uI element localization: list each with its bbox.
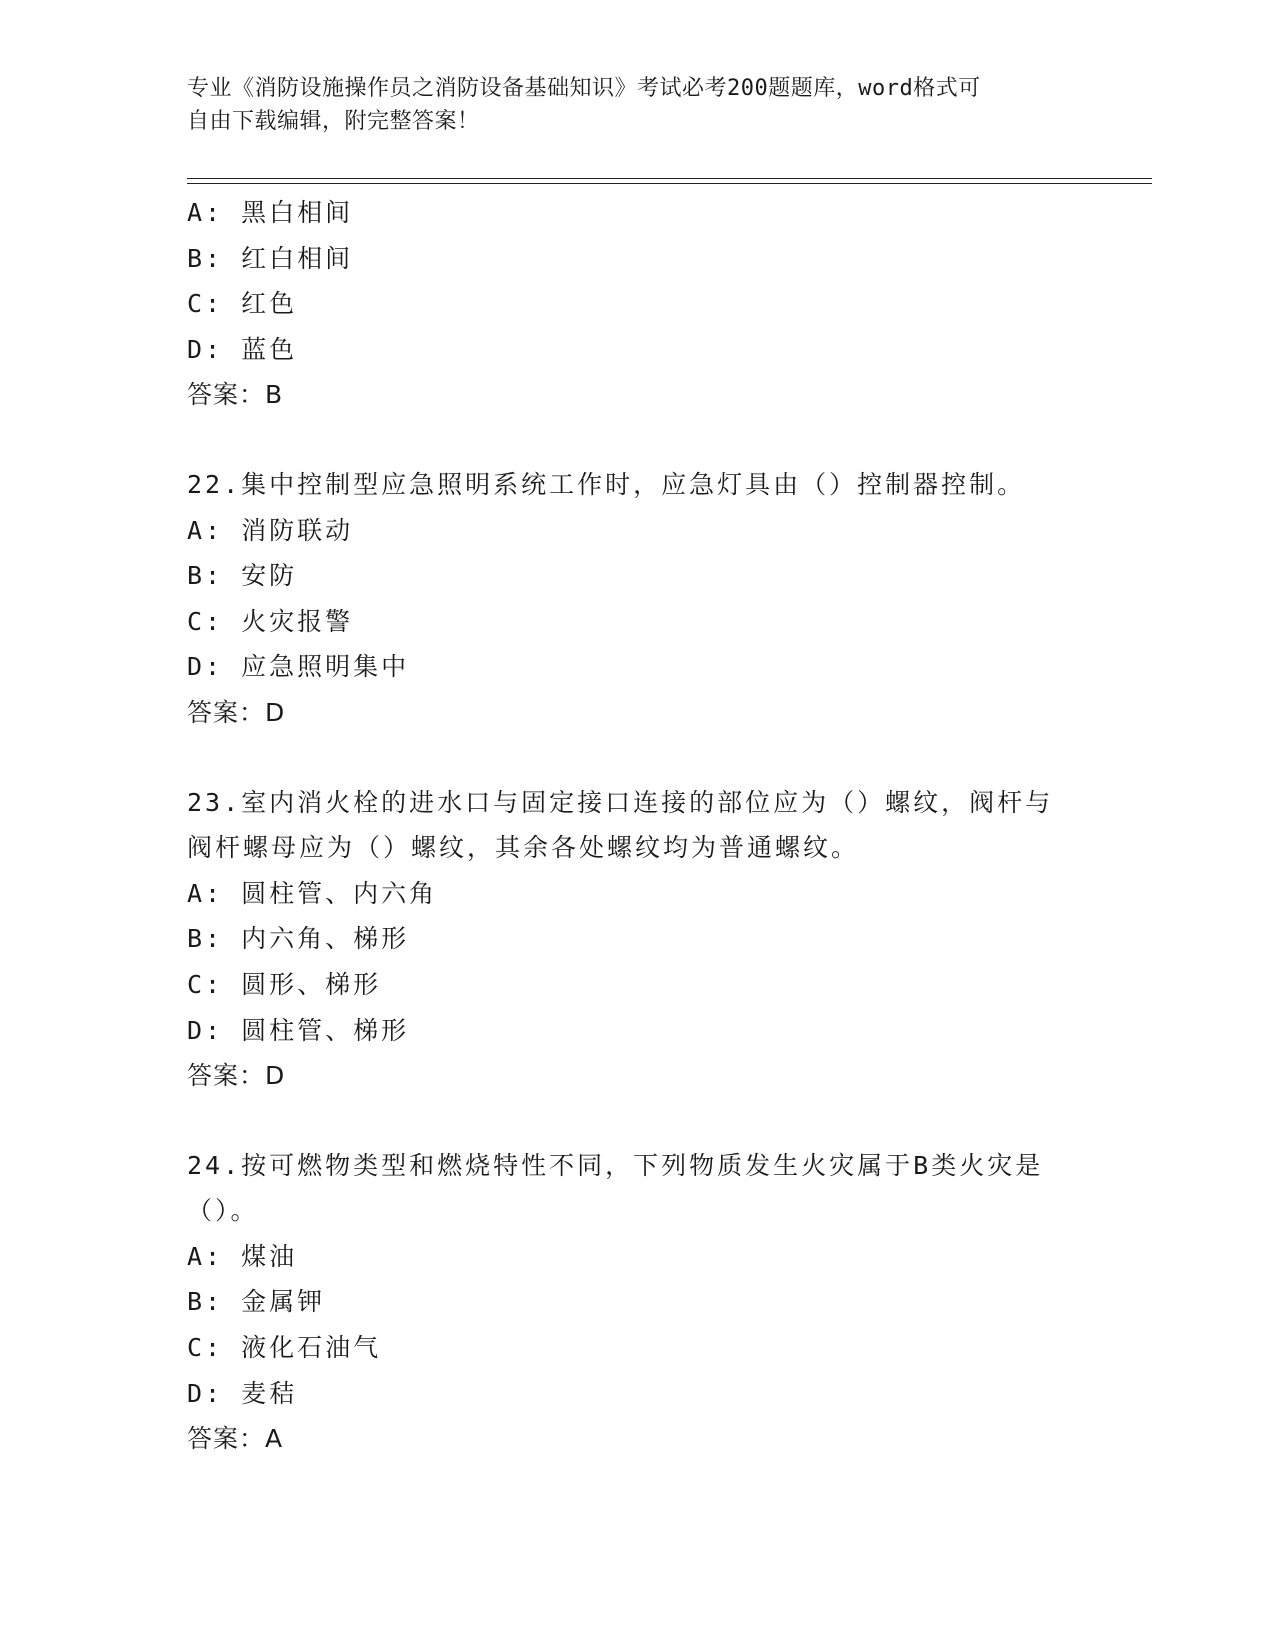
header-line-2: 自由下载编辑，附完整答案！ xyxy=(187,109,480,134)
question-24 xyxy=(187,1143,1087,1462)
option-a: A: 消防联动 xyxy=(187,515,354,545)
question-title: 22.集中控制型应急照明系统工作时，应急灯具由（）控制器控制。 xyxy=(187,469,1026,499)
header-divider-bottom xyxy=(187,183,1152,184)
option-d: D: 圆柱管、梯形 xyxy=(187,1015,410,1045)
header-divider-top xyxy=(187,178,1152,179)
question-21 xyxy=(187,190,1087,418)
header-line-1: 专业《消防设施操作员之消防设备基础知识》考试必考200题题库，word格式可 xyxy=(187,76,981,101)
option-b: B: 安防 xyxy=(187,561,298,591)
document-header xyxy=(187,72,1067,138)
question-title-line-1: 24.按可燃物类型和燃烧特性不同，下列物质发生火灾属于B类火灾是 xyxy=(187,1150,1044,1180)
option-c: C: 液化石油气 xyxy=(187,1333,382,1363)
option-b: B: 红白相间 xyxy=(187,243,354,273)
option-d: D: 麦秸 xyxy=(187,1378,298,1408)
question-22 xyxy=(187,462,1087,736)
option-a: A: 黑白相间 xyxy=(187,198,354,227)
option-d: D: 应急照明集中 xyxy=(187,652,410,682)
answer: 答案：A xyxy=(187,1424,284,1454)
option-b: B: 内六角、梯形 xyxy=(187,924,410,954)
option-c: C: 红色 xyxy=(187,289,298,319)
question-title-line-2: （）。 xyxy=(187,1196,259,1226)
question-title-line-1: 23.室内消火栓的进水口与固定接口连接的部位应为（）螺纹，阀杆与 xyxy=(187,787,1054,817)
option-c: C: 圆形、梯形 xyxy=(187,969,382,999)
option-d: D: 蓝色 xyxy=(187,334,298,364)
option-b: B: 金属钾 xyxy=(187,1287,326,1317)
question-23 xyxy=(187,780,1087,1099)
option-a: A: 煤油 xyxy=(187,1241,298,1271)
answer: 答案：D xyxy=(187,1061,286,1091)
answer: 答案：B xyxy=(187,380,284,410)
option-a: A: 圆柱管、内六角 xyxy=(187,878,438,908)
option-c: C: 火灾报警 xyxy=(187,606,354,636)
question-title-line-2: 阀杆螺母应为（）螺纹，其余各处螺纹均为普通螺纹。 xyxy=(187,833,860,863)
answer: 答案：D xyxy=(187,697,286,727)
question-list xyxy=(187,190,1087,1462)
